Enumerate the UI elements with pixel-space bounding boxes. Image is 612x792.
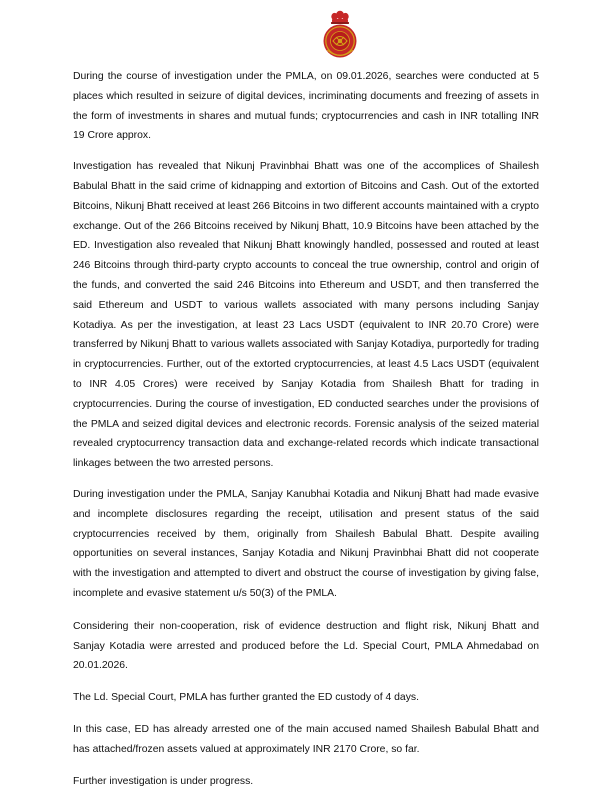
- press-release-body: [73, 67, 539, 791]
- seal-icon: [324, 25, 357, 58]
- paragraph-non-cooperation: During investigation under the PMLA, Sanjay Kanubhai Kotadia and Nikunj Bhatt had made evasive and incomplete disclosures regarding the receipt, utilisation and present status of the said cryptocurrencies received by them, originally from Shailesh Babulal Bhatt. Despite availing opportunities on several instances, Sanjay Kotadia and Nikunj Pravinbhai Bhatt did not cooperate with the investigation and attempted to divert and obstruct the course of investigation by giving false, incomplete and evasive statement u/s 50(3) of the PMLA.: [73, 488, 539, 599]
- paragraph-further-investigation: Further investigation is under progress.: [73, 775, 254, 787]
- paragraph-prior-arrest: In this case, ED has already arrested one of the main accused named Shailesh Babulal Bhatt and has attached/frozen assets valued at approximately INR 2170 Crore, so far.: [73, 723, 539, 755]
- paragraph-arrest: Considering their non-cooperation, risk of evidence destruction and flight risk, Nikunj Bhatt and Sanjay Kotadia were arrested and produced before the Ld. Special Court, PMLA Ahmedabad on 20.01.2026.: [73, 620, 539, 672]
- paragraph-investigation-findings: Investigation has revealed that Nikunj Pravinbhai Bhatt was one of the accomplices of Shailesh Babulal Bhatt in the said crime of kidnapping and extortion of Bitcoins and Cash. Out of the extorted Bitcoins, Nikunj Bhatt received at least 266 Bitcoins in two different accounts maintained with a crypto exchange. Out of the 266 Bitcoins received by Nikunj Bhatt, 10.9 Bitcoins have been attached by the ED. Investigation also revealed that Nikunj Bhatt knowingly handled, possessed and routed at least 246 Bitcoins through third-party crypto accounts to conceal the true ownership, control and origin of the funds, and converted the said 246 Bitcoins into Ethereum and USDT, and then transferred the said Ethereum and USDT to various wallets associated with many persons including Sanjay Kotadiya. As per the investigation, at least 23 Lacs USDT (equivalent to INR 20.70 Crore) were transferred by Nikunj Bhatt to various wallets associated with Sanjay Kotadiya, purportedly for trading in cryptocurrencies. Further, out of the extorted cryptocurrencies, at least 4.5 Lacs USDT (equivalent to INR 4.05 Crores) were received by Sanjay Kotadia from Shailesh Bhatt for trading in cryptocurrencies. During the course of investigation, ED conducted searches under the provisions of the PMLA and seized digital devices and electronic records. Forensic analysis of the seized material revealed cryptocurrency transaction data and exchange-related records which indicate transactional linkages between the two arrested persons.: [73, 161, 539, 470]
- enforcement-directorate-emblem-icon: [319, 8, 361, 62]
- lion-capital-icon: [331, 11, 349, 24]
- paragraph-searches: During the course of investigation under the PMLA, on 09.01.2026, searches were conducted at 5 places which resulted in seizure of digital devices, incriminating documents and freezing of assets in the form of investments in shares and mutual funds; cryptocurrencies and cash in INR totalling INR 19 Crore approx.: [73, 71, 539, 142]
- paragraph-custody: The Ld. Special Court, PMLA has further granted the ED custody of 4 days.: [73, 692, 419, 704]
